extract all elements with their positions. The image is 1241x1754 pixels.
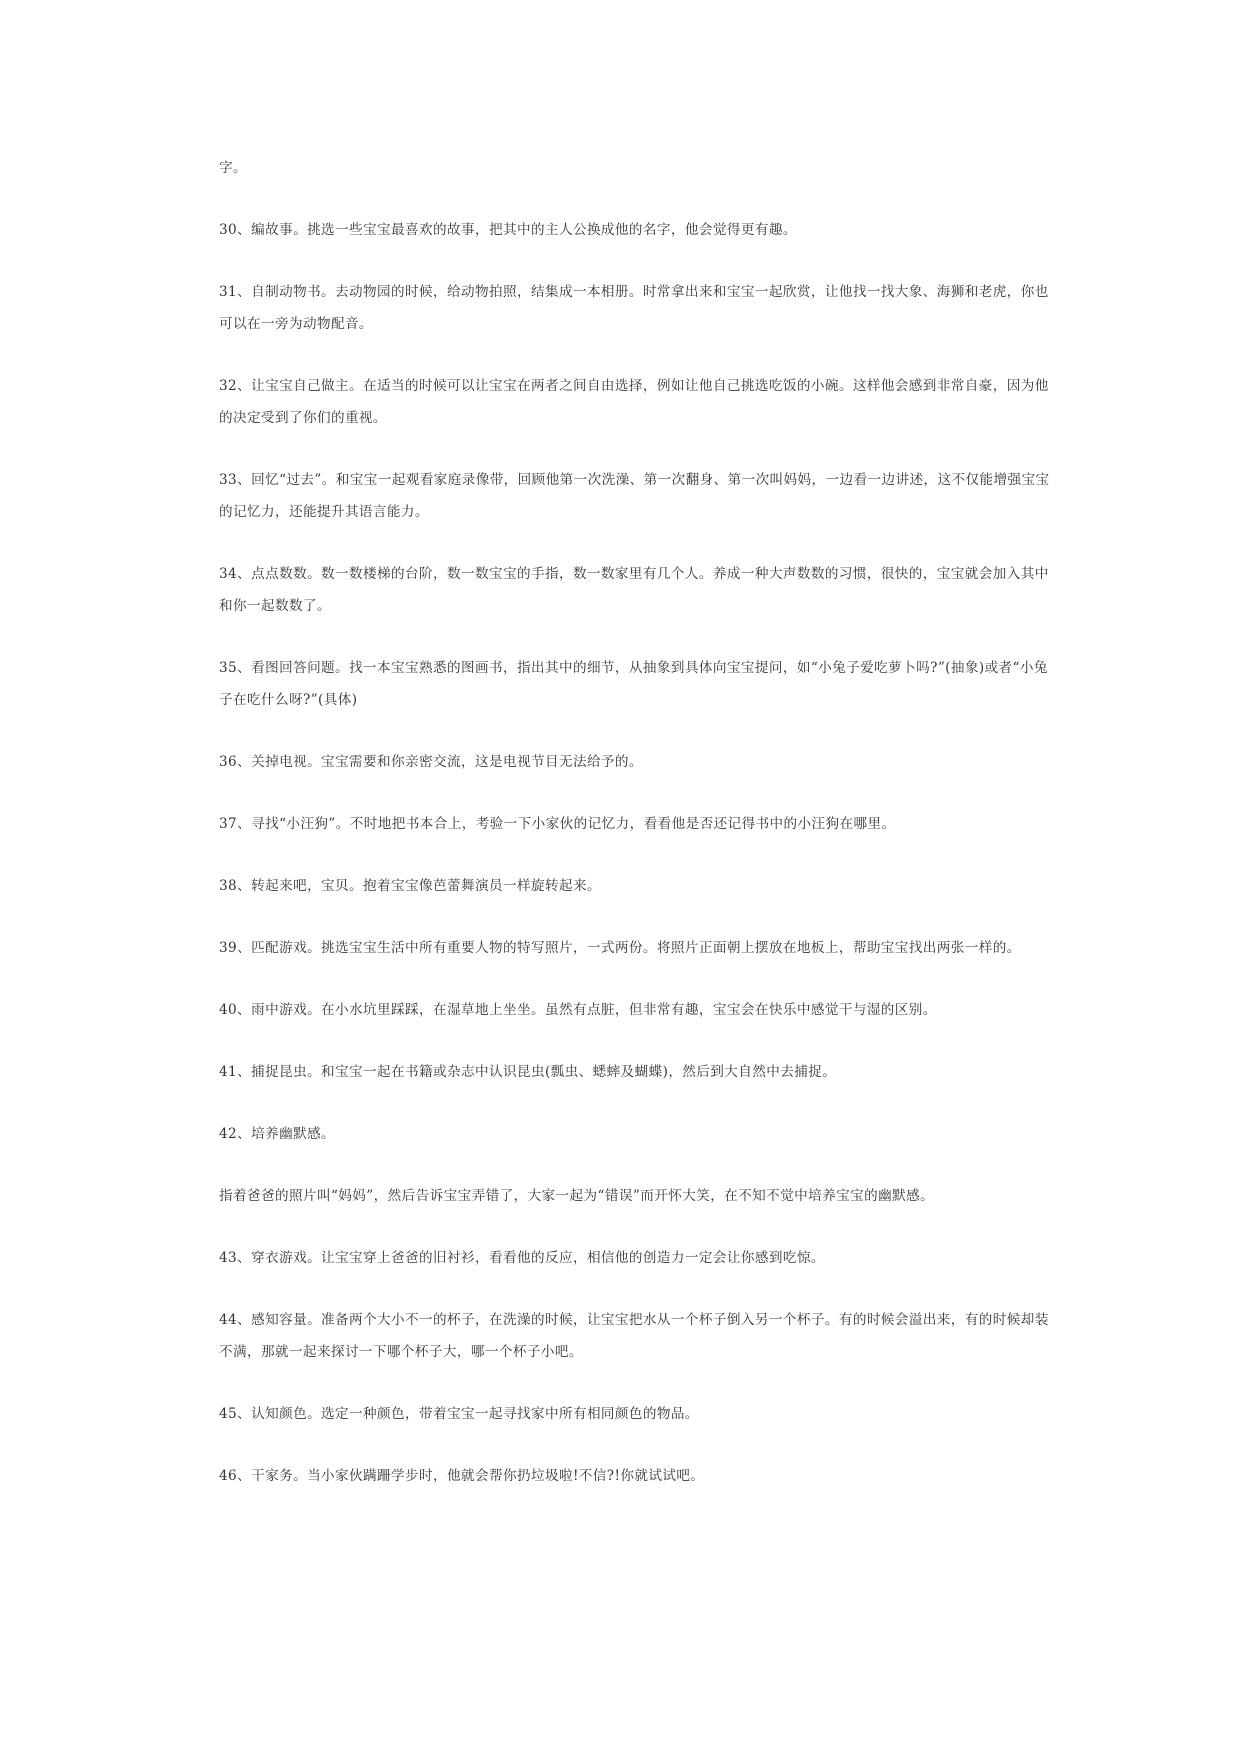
paragraph-item-42-detail: 指着爸爸的照片叫“妈妈”，然后告诉宝宝弄错了，大家一起为“错误”而开怀大笑，在不知不觉中培养宝宝的幽默感。 bbox=[219, 1188, 935, 1204]
paragraph-item-44: 44、感知容量。准备两个大小不一的杯子，在洗澡的时候，让宝宝把水从一个杯子倒入另一个杯子。有的时候会溢出来，有的时候却装不满，那就一起来探讨一下哪个杯子大，哪一个杯子小吧。 bbox=[219, 1312, 1049, 1360]
paragraph-item-40: 40、雨中游戏。在小水坑里踩踩，在湿草地上坐坐。虽然有点脏，但非常有趣，宝宝会在快乐中感觉干与湿的区别。 bbox=[219, 1002, 937, 1018]
paragraph-item-33: 33、回忆“过去”。和宝宝一起观看家庭录像带，回顾他第一次洗澡、第一次翻身、第一次叫妈妈，一边看一边讲述，这不仅能增强宝宝的记忆力，还能提升其语言能力。 bbox=[219, 472, 1050, 520]
paragraph-item-36: 36、关掉电视。宝宝需要和你亲密交流，这是电视节目无法给予的。 bbox=[219, 754, 643, 770]
document-body bbox=[219, 152, 1059, 1492]
paragraph-item-32: 32、让宝宝自己做主。在适当的时候可以让宝宝在两者之间自由选择，例如让他自己挑选吃饭的小碗。这样他会感到非常自豪，因为他的决定受到了你们的重视。 bbox=[219, 378, 1049, 426]
paragraph-item-43: 43、穿衣游戏。让宝宝穿上爸爸的旧衬衫，看看他的反应，相信他的创造力一定会让你感到吃惊。 bbox=[219, 1250, 825, 1266]
paragraph-item-41: 41、捕捉昆虫。和宝宝一起在书籍或杂志中认识昆虫(瓢虫、蟋蟀及蝴蝶)，然后到大自然中去捕捉。 bbox=[219, 1064, 837, 1080]
paragraph-item-34: 34、点点数数。数一数楼梯的台阶，数一数宝宝的手指，数一数家里有几个人。养成一种大声数数的习惯，很快的，宝宝就会加入其中和你一起数数了。 bbox=[219, 566, 1049, 614]
paragraph-item-30: 30、编故事。挑选一些宝宝最喜欢的故事，把其中的主人公换成他的名字，他会觉得更有趣。 bbox=[219, 222, 797, 238]
paragraph-item-42: 42、培养幽默感。 bbox=[219, 1126, 336, 1142]
paragraph-item-45: 45、认知颜色。选定一种颜色，带着宝宝一起寻找家中所有相同颜色的物品。 bbox=[219, 1406, 699, 1422]
paragraph-item-46: 46、干家务。当小家伙蹒跚学步时，他就会帮你扔垃圾啦!不信?!你就试试吧。 bbox=[219, 1468, 705, 1484]
paragraph-item-31: 31、自制动物书。去动物园的时候，给动物拍照，结集成一本相册。时常拿出来和宝宝一起欣赏，让他找一找大象、海狮和老虎，你也可以在一旁为动物配音。 bbox=[219, 284, 1049, 332]
paragraph-item-38: 38、转起来吧，宝贝。抱着宝宝像芭蕾舞演员一样旋转起来。 bbox=[219, 878, 601, 894]
paragraph-item-35: 35、看图回答问题。找一本宝宝熟悉的图画书，指出其中的细节，从抽象到具体向宝宝提问，如“小兔子爱吃萝卜吗?”(抽象)或者“小兔子在吃什么呀?”(具体) bbox=[219, 660, 1048, 708]
paragraph-continuation: 字。 bbox=[219, 160, 247, 176]
paragraph-item-39: 39、匹配游戏。挑选宝宝生活中所有重要人物的特写照片，一式两份。将照片正面朝上摆放在地板上，帮助宝宝找出两张一样的。 bbox=[219, 940, 1021, 956]
paragraph-item-37: 37、寻找“小汪狗”。不时地把书本合上，考验一下小家伙的记忆力，看看他是否还记得书中的小汪狗在哪里。 bbox=[219, 816, 896, 832]
